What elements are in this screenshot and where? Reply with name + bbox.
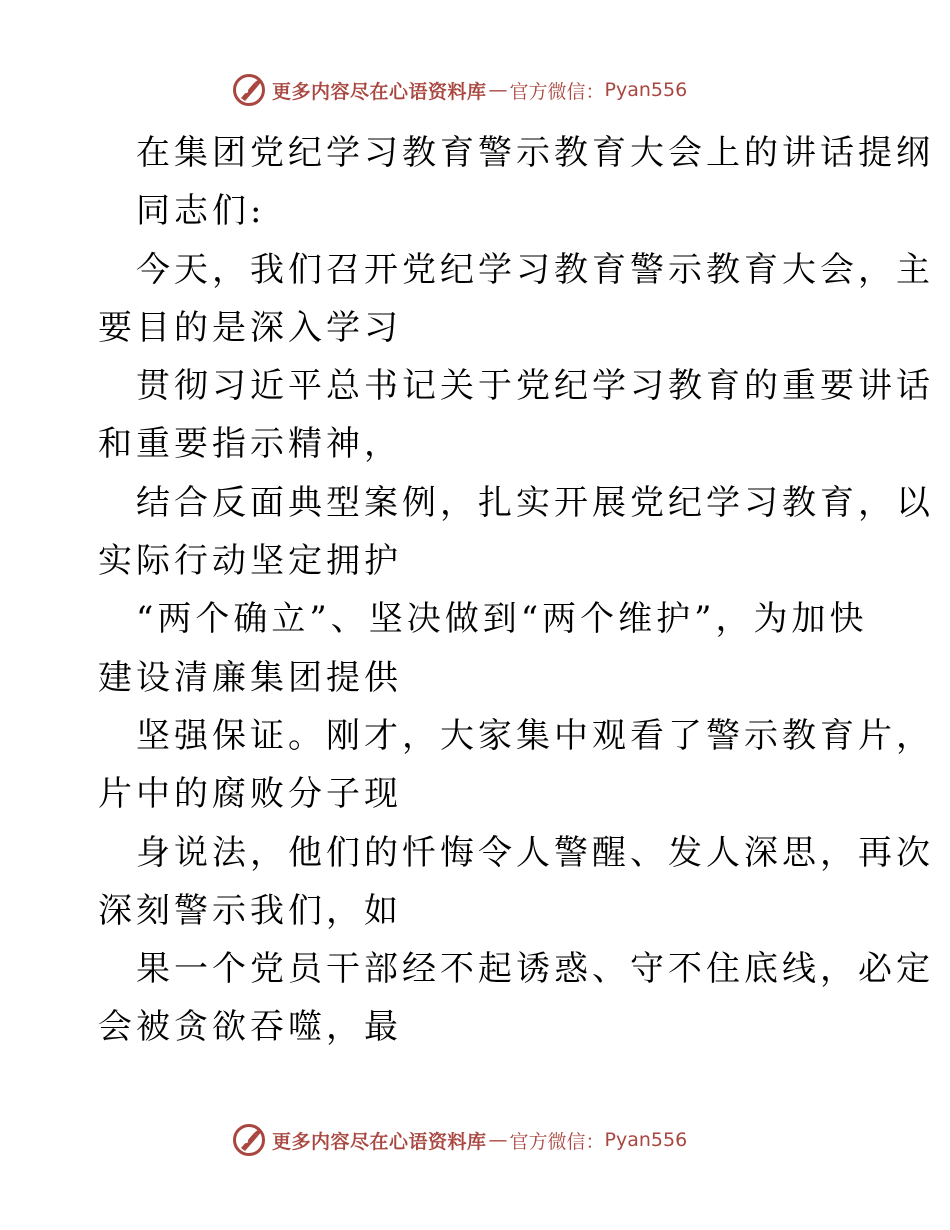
document-line: 在集团党纪学习教育警示教育大会上的讲话提纲 bbox=[136, 133, 934, 173]
footer-watermark-banner bbox=[232, 1122, 687, 1158]
document-line: 同志们: bbox=[136, 191, 266, 232]
document-line: 实际行动坚定拥护 bbox=[98, 541, 402, 582]
document-line: 结合反面典型案例，扎实开展党纪学习教育，以 bbox=[136, 482, 934, 523]
pen-logo-icon bbox=[232, 73, 266, 107]
document-line: 今天，我们召开党纪学习教育警示教育大会，主 bbox=[136, 249, 934, 290]
document-line: 和重要指示精神， bbox=[98, 424, 402, 465]
document-line: 坚强保证。刚才，大家集中观看了警示教育片， bbox=[136, 715, 934, 756]
pen-logo-icon bbox=[232, 1123, 266, 1157]
document-body bbox=[98, 124, 934, 1057]
document-line: 片中的腐败分子现 bbox=[98, 774, 402, 815]
banner-brand-text: 更多内容尽在心语资料库 bbox=[272, 80, 487, 103]
banner-wechat-label: 官方微信： bbox=[509, 1130, 605, 1153]
banner-wechat-id: Pyan556 bbox=[604, 79, 688, 101]
header-watermark-banner bbox=[232, 72, 687, 108]
document-line: 要目的是深入学习 bbox=[98, 307, 402, 348]
document-line: 身说法，他们的忏悔令人警醒、发人深思，再次 bbox=[136, 832, 934, 873]
banner-separator: — bbox=[488, 1129, 508, 1151]
banner-separator: — bbox=[488, 79, 508, 101]
document-line: 会被贪欲吞噬，最 bbox=[98, 1007, 402, 1048]
document-line: “两个确立”、坚决做到“两个维护”，为加快 bbox=[136, 599, 868, 640]
banner-brand-text: 更多内容尽在心语资料库 bbox=[272, 1130, 487, 1153]
document-line: 深刻警示我们，如 bbox=[98, 890, 402, 931]
banner-wechat-label: 官方微信： bbox=[509, 80, 605, 103]
banner-wechat-id: Pyan556 bbox=[604, 1129, 688, 1151]
document-line: 果一个党员干部经不起诱惑、守不住底线，必定 bbox=[136, 949, 934, 990]
document-line: 建设清廉集团提供 bbox=[98, 657, 402, 698]
document-line: 贯彻习近平总书记关于党纪学习教育的重要讲话 bbox=[136, 366, 934, 407]
